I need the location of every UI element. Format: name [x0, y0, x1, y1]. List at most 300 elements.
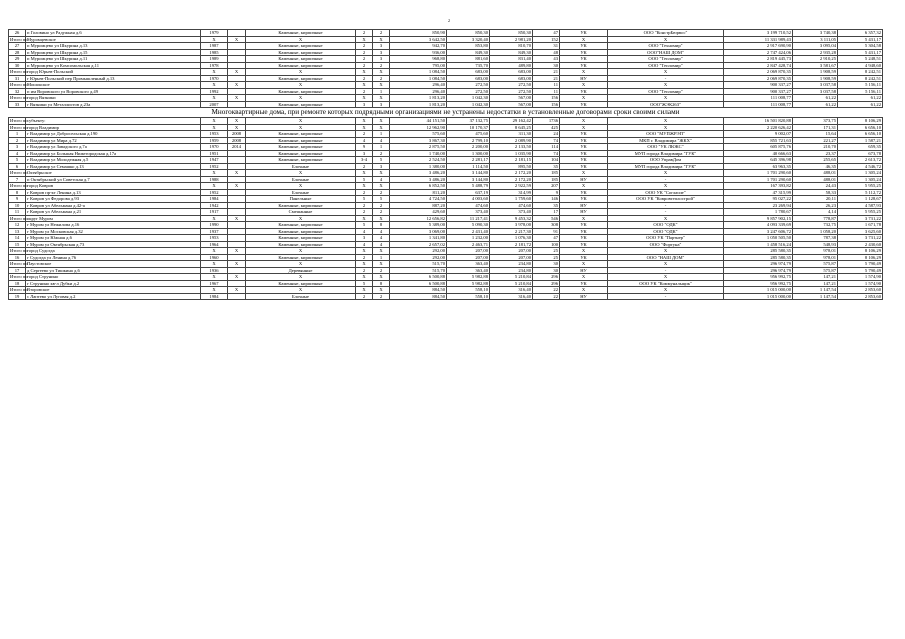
table-cell: Итого по — [10, 69, 28, 74]
table-cell: 683,00 — [447, 69, 490, 76]
table-cell: 1953 — [201, 235, 228, 242]
table-cell: X — [246, 261, 356, 268]
table-cell: 605 875,76 — [724, 144, 793, 151]
table-cell: УК — [560, 43, 608, 50]
table-cell: 1960 — [201, 254, 228, 261]
table-cell: 3 581,67 — [793, 62, 838, 69]
table-cell: 811,20 — [390, 189, 447, 196]
table-cell: X — [373, 36, 390, 43]
table-cell: 210,70 — [793, 144, 838, 151]
table-cell: 5 790,49 — [838, 261, 883, 268]
table-cell: 1 — [373, 88, 390, 95]
table-cell: ООО "Тепломир" — [608, 62, 724, 69]
table-cell: 373,75 — [793, 118, 838, 125]
table-cell: 314,99 — [490, 189, 533, 196]
table-cell: 1 740,00 — [390, 150, 447, 157]
table-cell: 296 974,79 — [724, 261, 793, 268]
table-cell: X — [373, 170, 390, 177]
table-cell: 1 015 000,00 — [724, 293, 793, 300]
table-cell: Каменные, кирпичные — [246, 101, 356, 108]
table-cell: 10 — [9, 202, 26, 209]
table-cell: 7 — [9, 176, 26, 183]
table-cell: 28 — [9, 49, 26, 56]
table-cell: 4 546,72 — [838, 163, 883, 170]
table-cell: 32 — [9, 88, 26, 95]
table-cell: УК — [560, 144, 608, 151]
table-cell: г Муром ул Московская д.32 — [26, 228, 201, 235]
table-cell: 316,40 — [490, 287, 533, 294]
table-cell: 11 — [9, 209, 26, 216]
table-cell: город Юрьев-Польский — [26, 69, 201, 76]
table-cell: г Ковров ул Федорова д.93 — [26, 196, 201, 203]
table-cell: 1 042,30 — [447, 101, 490, 108]
table-cell: 207,00 — [447, 254, 490, 261]
table-cell: Блочные — [246, 163, 356, 170]
table-cell: 6 656,10 — [838, 131, 883, 138]
table-cell: 2 — [356, 88, 373, 95]
table-cell: п Муромцево ул Комсомольская д.11 — [26, 62, 201, 69]
table-cell: X — [373, 69, 390, 76]
table-cell: МУП города Владимира "ГУК" — [608, 163, 724, 170]
table-cell: X — [246, 124, 356, 131]
table-cell: 207,00 — [447, 248, 490, 255]
table-cell: 3 069,00 — [390, 228, 447, 235]
table-cell: X — [560, 287, 608, 294]
table-cell: 185 — [533, 176, 560, 183]
table-cell: 2 431,40 — [447, 228, 490, 235]
table-cell: 2 — [373, 293, 390, 300]
table-cell: ООО"ЖЭК263" — [608, 101, 724, 108]
table-cell: УК — [560, 150, 608, 157]
table-cell: X — [228, 287, 246, 294]
table-cell: X — [373, 82, 390, 89]
table-cell: 292,00 — [390, 248, 447, 255]
table-cell: 2 217,30 — [490, 228, 533, 235]
table-cell: Смешанные — [246, 209, 356, 216]
table-cell: 2 069 870,35 — [724, 69, 793, 76]
table-cell: 488,01 — [793, 170, 838, 177]
table-cell: 1951 — [201, 150, 228, 157]
table-cell: 23,37 — [793, 150, 838, 157]
table-cell: 3 625,60 — [838, 228, 883, 235]
table-cell: X — [201, 82, 228, 89]
table-cell: X — [228, 82, 246, 89]
table-cell: 900 337,27 — [724, 82, 793, 89]
table-cell: 2 853,60 — [838, 293, 883, 300]
table-cell: 3 — [373, 101, 390, 108]
table-cell: УК — [560, 137, 608, 144]
table-cell: 272,50 — [447, 88, 490, 95]
table-cell: 47 315,99 — [724, 189, 793, 196]
table-cell: Итого по — [10, 82, 28, 87]
table-cell: 3 867,30 — [390, 137, 447, 144]
table-cell: 3 037,58 — [793, 82, 838, 89]
table-cell: УК — [560, 235, 608, 242]
table-cell: 3 — [373, 163, 390, 170]
table-cell: 1 908,59 — [793, 75, 838, 82]
table-cell: 1 701 290,60 — [724, 176, 793, 183]
table-cell: X — [246, 287, 356, 294]
table-cell: 292,00 — [390, 254, 447, 261]
table-cell: 152 — [533, 36, 560, 43]
table-cell: 5 156,11 — [838, 88, 883, 95]
table-cell: X — [560, 274, 608, 281]
table-cell: 311,30 — [490, 131, 533, 138]
table-cell: г Владимир ул Семашко д.13 — [26, 163, 201, 170]
table-cell: 1 035,90 — [490, 150, 533, 157]
table-cell: 3 — [356, 150, 373, 157]
table-cell: 2 430,60 — [838, 241, 883, 248]
table-cell: 1984 — [201, 196, 228, 203]
table-cell: 1936 — [201, 267, 228, 274]
table-cell: X — [201, 261, 228, 268]
table-cell: 2 — [373, 209, 390, 216]
table-cell: 61,22 — [793, 101, 838, 108]
table-body-bottom — [9, 118, 883, 300]
table-cell: 1 — [373, 254, 390, 261]
table-cell: 1 380,00 — [390, 163, 447, 170]
table-cell: X — [608, 95, 724, 102]
table-cell: 683,00 — [490, 69, 533, 76]
table-cell: УК — [560, 56, 608, 63]
table-cell: Второвское — [26, 287, 201, 294]
table-cell: п им Воровского ул Воровского д.49 — [26, 88, 201, 95]
table-cell: 2014 — [228, 144, 246, 151]
table-cell: 850,30 — [447, 30, 490, 37]
table-cell: 5 — [373, 196, 390, 203]
table-cell: 156 — [533, 95, 560, 102]
table-cell: 2 — [356, 293, 373, 300]
table-cell: 5 210,84 — [490, 280, 533, 287]
table-cell: 95 027,22 — [724, 196, 793, 203]
table-cell: Каменные, кирпичные — [246, 49, 356, 56]
table-cell: 1 305,24 — [838, 176, 883, 183]
table-cell: 296 — [533, 274, 560, 281]
table-cell: 978,01 — [793, 248, 838, 255]
table-cell: 4,14 — [793, 209, 838, 216]
table-cell: X — [560, 124, 608, 131]
table-cell: 3-4 — [356, 157, 373, 164]
table-cell: 13 — [9, 228, 26, 235]
table-cell: Блочные — [246, 293, 356, 300]
table-cell: УК — [560, 280, 608, 287]
table-cell: 4 — [373, 228, 390, 235]
table-cell: 9 857 902,15 — [724, 215, 793, 222]
table-cell: 185 — [533, 170, 560, 177]
table-cell: 1987 — [201, 43, 228, 50]
table-cell: 2 — [356, 56, 373, 63]
table-cell: 272,50 — [490, 88, 533, 95]
table-cell: 61,22 — [838, 95, 883, 102]
table-cell: УК — [560, 228, 608, 235]
table-cell: 3 — [373, 49, 390, 56]
table-cell: 515,70 — [390, 267, 447, 274]
table-cell: 3 740,38 — [793, 30, 838, 37]
table-cell: 1 671,78 — [838, 222, 883, 229]
table-cell: 4 003,60 — [447, 196, 490, 203]
table-cell: 74 — [533, 150, 560, 157]
table-cell: город Струнино — [26, 274, 201, 281]
table-cell: 2 — [356, 49, 373, 56]
table-cell: 167 393,82 — [724, 183, 793, 190]
table-cell: НУ — [560, 209, 608, 216]
table-cell: 1 759,60 — [490, 196, 533, 203]
table-cell: 12 656,82 — [390, 215, 447, 222]
table-cell: 48 — [533, 49, 560, 56]
table-cell: 884,50 — [390, 287, 447, 294]
table-cell: 18 — [9, 280, 26, 287]
table-cell: 146 — [533, 196, 560, 203]
table-cell: 1970 — [201, 75, 228, 82]
table-cell — [228, 293, 246, 300]
table-cell: 942,70 — [390, 43, 447, 50]
table-cell: 2 — [356, 254, 373, 261]
table-cell: 2 — [356, 30, 373, 37]
table-cell: Каменные, кирпичные — [246, 254, 356, 261]
table-cell: г Судогда ул Ленина д.76 — [26, 254, 201, 261]
table-cell: г Юрьев-Польский пер Промышленный д.13 — [26, 75, 201, 82]
table-cell: 296,40 — [390, 88, 447, 95]
table-cell: д Сергеево ул Тишкина д.6 — [26, 267, 201, 274]
table-cell: МКП г. Владимира "ЖКХ" — [608, 137, 724, 144]
table-cell: 9 — [356, 144, 373, 151]
table-cell: 5 — [356, 196, 373, 203]
table-cell: 11 217,41 — [447, 215, 490, 222]
table-cell: 373,40 — [447, 209, 490, 216]
table-cell: 2 — [373, 189, 390, 196]
table-cell: 3 — [373, 56, 390, 63]
table-cell: 475,60 — [447, 131, 490, 138]
table-cell: 5 431,17 — [838, 49, 883, 56]
table-cell: X — [373, 287, 390, 294]
table-cell: г Владимир ул Добросельская д.190 — [26, 131, 201, 138]
table-cell: X — [201, 118, 228, 125]
table-cell: 5 — [356, 280, 373, 287]
table-cell: X — [356, 95, 373, 102]
table-cell: 4 — [373, 176, 390, 183]
table-cell: Итого по — [10, 274, 28, 279]
table-cell: Муромцевское — [26, 36, 201, 43]
table-cell: X — [228, 261, 246, 268]
table-cell: - — [608, 293, 724, 300]
table-cell: X — [356, 248, 373, 255]
table-cell: УК — [560, 62, 608, 69]
table-cell: 111 008,77 — [724, 95, 793, 102]
table-cell: 6 656,10 — [838, 124, 883, 131]
table-cell: 474,60 — [490, 202, 533, 209]
table-cell: 968,80 — [390, 56, 447, 63]
table-cell: 855 721,63 — [724, 137, 793, 144]
table-cell: 22 — [533, 287, 560, 294]
table-cell: 2 613,72 — [838, 157, 883, 164]
table-cell: 683,00 — [490, 75, 533, 82]
table-cell: 19 — [9, 293, 26, 300]
table-cell: X — [373, 95, 390, 102]
table-cell: 2 — [373, 75, 390, 82]
table-cell: 850,30 — [490, 30, 533, 37]
table-cell: 2 — [9, 137, 26, 144]
table-cell: 4 093 339,69 — [724, 222, 793, 229]
table-cell: 1917 — [201, 209, 228, 216]
table-cell: Блочные — [246, 176, 356, 183]
table-cell: УК — [560, 101, 608, 108]
table-cell: 4 — [373, 241, 390, 248]
table-cell: Каменные, кирпичные — [246, 56, 356, 63]
table-cell: 104 — [533, 157, 560, 164]
table-cell: X — [356, 183, 373, 190]
table-cell: УК — [560, 30, 608, 37]
table-cell: 546 — [533, 215, 560, 222]
table-cell: 1 — [373, 131, 390, 138]
table-cell: УК — [560, 254, 608, 261]
table-cell: 296 974,79 — [724, 267, 793, 274]
table-cell: ООО "Техномир" — [608, 43, 724, 50]
table-cell: 3 486,20 — [390, 176, 447, 183]
table-cell: 558,10 — [447, 287, 490, 294]
table-cell: 5 982,88 — [447, 274, 490, 281]
table-cell: Каменные, кирпичные — [246, 43, 356, 50]
table-cell: ООО "МУПЖРЭП" — [608, 131, 724, 138]
table-cell: 5 — [9, 157, 26, 164]
table-cell: X — [608, 274, 724, 281]
table-cell: 831,40 — [490, 56, 533, 63]
table-cell: г Ковров ул Абельмана д.42-а — [26, 202, 201, 209]
table-cell: X — [608, 82, 724, 89]
table-cell: 849,30 — [447, 49, 490, 56]
table-cell: 5 156,11 — [838, 82, 883, 89]
table-cell: 3 978,00 — [490, 222, 533, 229]
table-cell: 2 799,10 — [447, 137, 490, 144]
table-cell: 881,60 — [447, 56, 490, 63]
table-cell: 12 — [9, 222, 26, 229]
table-cell: ООО УК "Согласие" — [608, 189, 724, 196]
table-cell: 296,40 — [390, 82, 447, 89]
table-cell: 111 008,77 — [724, 101, 793, 108]
table-cell: X — [356, 215, 373, 222]
table-cell: X — [608, 287, 724, 294]
table-cell: 363,40 — [447, 267, 490, 274]
table-cell: 4 — [356, 241, 373, 248]
table-cell: - — [608, 176, 724, 183]
table-cell: 1937 — [201, 228, 228, 235]
table-cell: 1 305,24 — [838, 170, 883, 177]
table-cell: X — [201, 36, 228, 43]
table-cell: 30 — [533, 261, 560, 268]
table-cell: ООО "Тепломир" — [608, 56, 724, 63]
table-cell: X — [201, 215, 228, 222]
table-cell: 1 — [373, 144, 390, 151]
table-cell: 1 574,90 — [838, 274, 883, 281]
table-cell: НУ — [560, 293, 608, 300]
table-cell: X — [246, 118, 356, 125]
table-cell: 1 813,20 — [390, 101, 447, 108]
table-cell: с Лаптево ул Луговая д.2 — [26, 293, 201, 300]
table-cell: ООО УК "Коммунальщик" — [608, 280, 724, 287]
table-cell: УК — [560, 88, 608, 95]
table-cell: 3 144,80 — [447, 176, 490, 183]
table-cell: X — [228, 248, 246, 255]
table-cell: 3 — [373, 43, 390, 50]
table-cell: 9 — [9, 196, 26, 203]
table-cell: 795,00 — [390, 62, 447, 69]
table-cell: 30 — [533, 62, 560, 69]
table-cell: 2 935,28 — [793, 49, 838, 56]
table-cell: 2007 — [201, 101, 228, 108]
table-cell: 2 463,71 — [447, 241, 490, 248]
table-cell: X — [373, 215, 390, 222]
table-cell: 2 — [356, 62, 373, 69]
table-cell: X — [356, 261, 373, 268]
table-cell: 63 963,35 — [724, 163, 793, 170]
table-cell: округ Муром — [26, 215, 201, 222]
table-cell: Итого по — [10, 170, 28, 175]
table-cell: X — [356, 274, 373, 281]
table-cell: 22 — [533, 293, 560, 300]
table-cell: 2 — [373, 267, 390, 274]
table-cell: 2 181,15 — [490, 157, 533, 164]
table-cell: 5 389,00 — [390, 222, 447, 229]
table-cell: Паустовское — [26, 261, 201, 268]
table-cell: 1 147,54 — [793, 287, 838, 294]
table-cell: 488,01 — [793, 176, 838, 183]
table-cell: Каменные, кирпичные — [246, 137, 356, 144]
table-cell: 3 320,40 — [447, 36, 490, 43]
table-cell: 3 037,58 — [793, 88, 838, 95]
table-cell: ООО "УК ЛЮКС" — [608, 144, 724, 151]
table-cell: 29 — [9, 56, 26, 63]
table-cell: 6 357,32 — [838, 30, 883, 37]
table-cell: 850,90 — [390, 30, 447, 37]
table-cell: - — [608, 209, 724, 216]
table-row — [9, 293, 883, 300]
table-cell: 147,21 — [793, 280, 838, 287]
table-cell: 3 095,04 — [793, 43, 838, 50]
table-cell: 2 847 428,74 — [724, 62, 793, 69]
table-cell: 6 852,50 — [390, 183, 447, 190]
table-cell: 9 002,07 — [724, 131, 793, 138]
table-cell: Каменные, кирпичные — [246, 202, 356, 209]
table-cell: 548,93 — [793, 241, 838, 248]
table-cell: 1970 — [201, 144, 228, 151]
table-cell: Каменные, кирпичные — [246, 75, 356, 82]
table-cell: 5 955,25 — [838, 209, 883, 216]
table-cell: г Владимир ул Завадского д.7а — [26, 144, 201, 151]
table-cell: УК — [560, 49, 608, 56]
table-cell: 9 453,32 — [490, 215, 533, 222]
table-cell: город Ковров — [26, 183, 201, 190]
table-cell: 1 084,50 — [390, 75, 447, 82]
table-cell: 5 304,58 — [838, 43, 883, 50]
table-cell: 316,40 — [490, 293, 533, 300]
table-cell: НУ — [560, 202, 608, 209]
table-cell: 2 875,50 — [390, 144, 447, 151]
table-cell: 3 486,20 — [390, 170, 447, 177]
table-cell: 4 948,60 — [838, 62, 883, 69]
table-cell: 5 982,88 — [447, 280, 490, 287]
table-cell: 17 — [9, 267, 26, 274]
table-cell: 2 — [356, 267, 373, 274]
table-cell: 474,60 — [447, 202, 490, 209]
table-cell: 1 042,30 — [447, 95, 490, 102]
table-cell: ООО "НАШ ДОМ" — [608, 254, 724, 261]
table-cell: 171,31 — [793, 124, 838, 131]
table-cell: 35 — [533, 163, 560, 170]
table-cell: X — [201, 170, 228, 177]
table-cell: X — [560, 183, 608, 190]
table-cell: X — [356, 124, 373, 131]
table-cell: X — [560, 82, 608, 89]
table-body-top — [9, 30, 883, 108]
